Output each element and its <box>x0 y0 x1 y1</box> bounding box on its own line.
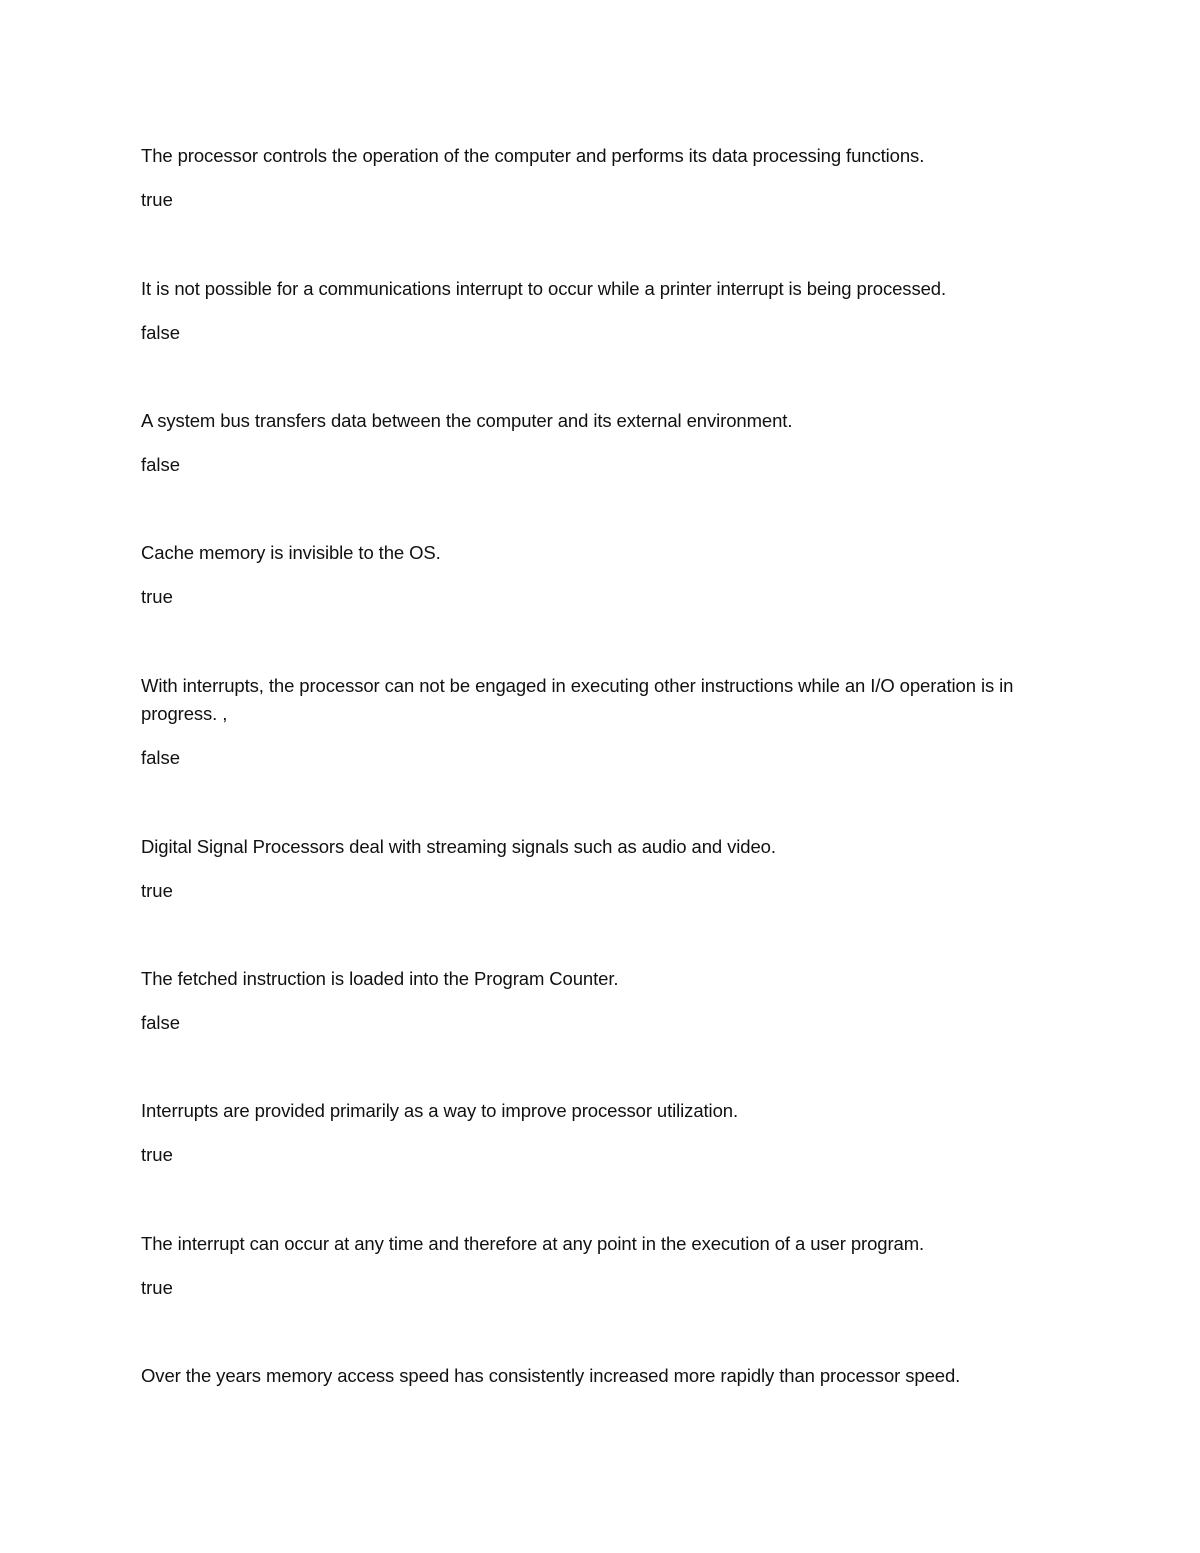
question-text: With interrupts, the processor can not be engaged in executing other instructions while an I/O operation is in progress. , <box>141 675 1014 724</box>
qa-item <box>141 539 1071 611</box>
qa-item <box>141 833 1071 905</box>
qa-item <box>141 1362 1071 1390</box>
answer-text: true <box>141 189 173 210</box>
question-text: The interrupt can occur at any time and therefore at any point in the execution of a user program. <box>141 1233 925 1254</box>
answer-text: true <box>141 1277 173 1298</box>
question-text: The fetched instruction is loaded into the Program Counter. <box>141 968 619 989</box>
answer-text: true <box>141 586 173 607</box>
qa-item <box>141 407 1071 479</box>
answer-text: false <box>141 454 181 475</box>
answer-text: false <box>141 322 181 343</box>
answer-text: false <box>141 747 181 768</box>
question-text: Interrupts are provided primarily as a way to improve processor utilization. <box>141 1100 738 1121</box>
answer-text: true <box>141 880 173 901</box>
qa-item <box>141 672 1071 772</box>
qa-item <box>141 1230 1071 1302</box>
qa-item <box>141 1097 1071 1169</box>
qa-item <box>141 275 1071 347</box>
question-text: A system bus transfers data between the computer and its external environment. <box>141 410 793 431</box>
question-text: Over the years memory access speed has consistently increased more rapidly than processor speed. <box>141 1365 961 1386</box>
answer-text: false <box>141 1012 181 1033</box>
answer-text: true <box>141 1144 173 1165</box>
qa-item <box>141 142 1071 214</box>
question-text: It is not possible for a communications interrupt to occur while a printer interrupt is being processed. <box>141 278 947 299</box>
question-text: The processor controls the operation of the computer and performs its data processing functions. <box>141 145 925 166</box>
question-text: Cache memory is invisible to the OS. <box>141 542 441 563</box>
question-text: Digital Signal Processors deal with streaming signals such as audio and video. <box>141 836 776 857</box>
qa-item <box>141 965 1071 1037</box>
